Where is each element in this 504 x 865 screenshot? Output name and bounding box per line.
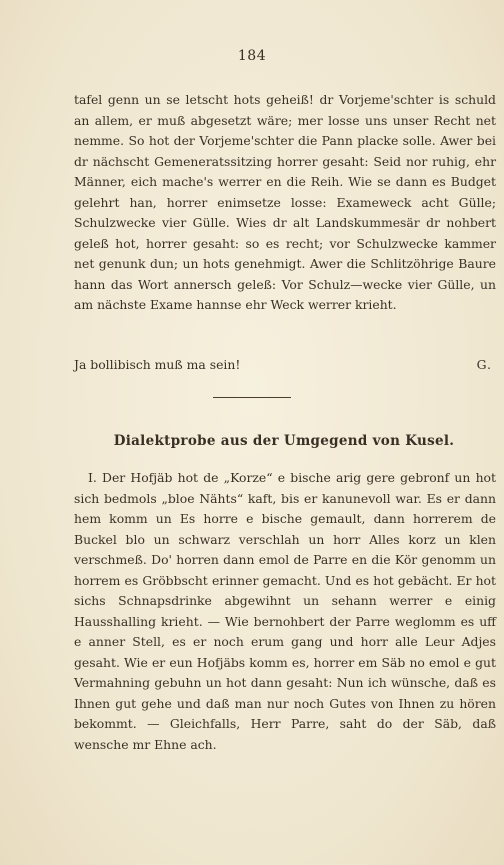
signoff-row: [74, 355, 492, 375]
closing-line: Ja bollibisch muß ma sein!: [74, 357, 241, 372]
author-signature: G.: [476, 357, 492, 372]
page-number: 184: [237, 48, 267, 64]
paragraph-2: I. Der Hofjäb hot de „Korze“ e bische arig gere gebronf un hot sich bedmols „bloe Nähts“ kaft, bis er kanunevoll war. Es er dann hem komm un Es horre e bische gemault, dann horrerem de Buckel blo un schwarz verschlah un horr Alles korz un klen verschmeß. Do' horren dann emol de Parre en die Kör genomm un horrem es Gröbbscht erinner gemacht. Und es hot gebächt. Er hot sichs Schnapsdrinke abgewihnt un sehann werrer e einig Hausshalling krieht. — Wie bernohbert der Parre weglomm es uff e anner Stell, es er noch erum gang und horr alle Leur Adjes gesaht. Wie er eun Hofjäbs komm es, horrer em Säb no emol e gut Vermahning gebuhn un hot dann gesaht: Nun ich wünsche, daß es Ihnen gut gehe und daß man nur noch Gutes von Ihnen zu hören bekommt. — Gleichfalls, Herr Parre, saht do der Säb, daß wensche mr Ehne ach.: [74, 470, 496, 752]
section-divider: [213, 397, 291, 398]
section-heading: Dialektprobe aus der Umgegend von Kusel.: [113, 433, 455, 449]
paragraph-1: tafel genn un se letscht hots geheiß! dr Vorjeme'schter is schuld an allem, er muß abgesetzt wäre; mer losse uns unser Recht net nemme. So hot der Vorjeme'schter die Pann placke solle. Awer bei dr nächscht Gemeneratssitzing horrer gesaht: Seid nor ruhig, ehr Männer, eich mache's werrer en die Reih. Wie se dann es Budget gelehrt han, horrer enimsetze losse: Exameweck acht Gülle; Schulzwecke vier Gülle. Wies dr alt Landskummesär dr nohbert geleß hot, horrer gesaht: so es recht; vor Schulzwecke kammer net genunk dun; un hots genehmigt. Awer die Schlitzöhrige Baure hann das Wort annersch geleß: Vor Schulz—wecke vier Gülle, un am nächste Exame hannse ehr Weck werrer krieht.: [74, 92, 496, 312]
